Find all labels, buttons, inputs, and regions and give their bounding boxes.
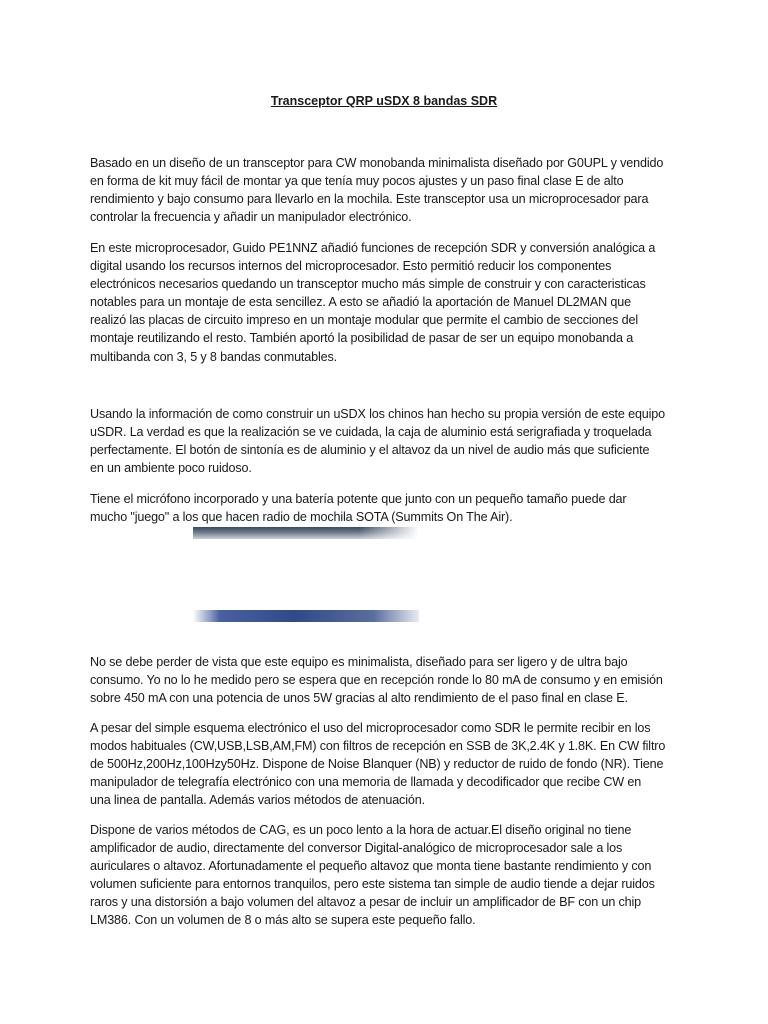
paragraph-line: sobre 450 mA con una potencia de unos 5W gracias al alto rendimiento de el paso final en clase E.: [90, 691, 628, 706]
paragraph-line: notables para un montaje de esta sencillez. A esto se añadió la aportación de Manuel DL2MAN que: [90, 295, 631, 310]
photo-fragment-top: [193, 527, 419, 539]
paragraph-line: amplificador de audio, directamente del conversor Digital-analógico de microprocesador sale a los: [90, 841, 623, 856]
paragraph-line: mucho "juego" a los que hacen radio de mochila SOTA (Summits On The Air).: [90, 510, 513, 525]
paragraph-line: electrónicos necesarios quedando un transceptor mucho más simple de construir y con caracteristicas: [90, 277, 646, 292]
paragraph-line: Usando la información de como construir un uSDX los chinos han hecho su propia versión de este equipo: [90, 407, 666, 421]
paragraph-line: Tiene el micrófono incorporado y una batería potente que junto con un pequeño tamaño puede dar: [90, 492, 627, 506]
paragraph-line: LM386. Con un volumen de 8 o más alto se supera este pequeño fallo.: [90, 913, 476, 928]
paragraph-line: No se debe perder de vista que este equipo es minimalista, diseñado para ser ligero y de ultra bajo: [90, 655, 628, 669]
paragraph-3: [90, 405, 690, 477]
paragraph-line: Basado en un diseño de un transceptor para CW monobanda minimalista diseñado por G0UPL y vendido: [90, 156, 664, 170]
paragraph-line: uSDR. La verdad es que la realización se ve cuidada, la caja de aluminio está serigrafiada y troquelada: [90, 425, 652, 440]
paragraph-line: consumo. Yo no lo he medido pero se espera que en recepción ronde lo 80 mA de consumo y en emisión: [90, 673, 663, 688]
paragraph-4: [90, 490, 690, 526]
paragraph-1: [90, 154, 690, 226]
paragraph-line: perfectamente. El botón de sintonía es de aluminio y el altavoz da un nivel de audio más que suficiente: [90, 443, 650, 458]
paragraph-2: [90, 239, 690, 366]
document-title: Transceptor QRP uSDX 8 bandas SDR: [270, 94, 498, 108]
paragraph-5: [90, 653, 690, 707]
paragraph-line: realizó las placas de circuito impreso en un montaje modular que permite el cambio de secciones del: [90, 313, 638, 328]
paragraph-line: auriculares o altavoz. Afortunadamente el pequeño altavoz que monta tiene bastante rendimiento y con: [90, 859, 652, 874]
paragraph-7: [90, 821, 690, 930]
photo-fragment-bottom: [193, 610, 419, 622]
paragraph-line: en forma de kit muy fácil de montar ya que tenía muy pocos ajustes y un paso final clase E de alto: [90, 174, 624, 189]
paragraph-line: de 500Hz,200Hz,100Hzy50Hz. Dispone de Noise Blanquer (NB) y reductor de ruido de fondo (NR). Tiene: [90, 757, 664, 772]
paragraph-line: digital usando los recursos internos del microprocesador. Esto permitió reducir los componentes: [90, 259, 612, 274]
paragraph-line: una linea de pantalla. Además varios métodos de atenuación.: [90, 793, 425, 808]
paragraph-line: en un ambiente poco ruidoso.: [90, 461, 252, 476]
paragraph-line: multibanda con 3, 5 y 8 bandas conmutables.: [90, 349, 337, 364]
paragraph-line: montaje reutilizando el resto. También aportó la posibilidad de pasar de ser un equipo monobanda a: [90, 331, 634, 346]
paragraph-line: Dispone de varios métodos de CAG, es un poco lento a la hora de actuar.El diseño original no tiene: [90, 823, 632, 837]
paragraph-line: manipulador de telegrafía electrónico con una memoria de llamada y decodificador que recibe CW en: [90, 775, 642, 790]
paragraph-line: A pesar del simple esquema electrónico el uso del microprocesador como SDR le permite recibir en los: [90, 721, 651, 735]
paragraph-6: [90, 719, 690, 809]
paragraph-line: controlar la frecuencia y añadir un manipulador electrónico.: [90, 210, 412, 225]
paragraph-line: raros y una distorsión a bajo volumen del altavoz a pesar de incluir un amplificador de BF con un chip: [90, 895, 642, 910]
paragraph-line: rendimiento y bajo consumo para llevarlo en la mochila. Este transceptor usa un microprocesador para: [90, 192, 649, 207]
paragraph-line: En este microprocesador, Guido PE1NNZ añadió funciones de recepción SDR y conversión analógica a: [90, 241, 656, 255]
paragraph-line: modos habituales (CW,USB,LSB,AM,FM) con filtros de recepción en SSB de 3K,2.4K y 1.8K. En CW filtro: [90, 739, 666, 754]
paragraph-line: volumen suficiente para entornos tranquilos, pero este sistema tan simple de audio tiende a dejar ruidos: [90, 877, 655, 892]
